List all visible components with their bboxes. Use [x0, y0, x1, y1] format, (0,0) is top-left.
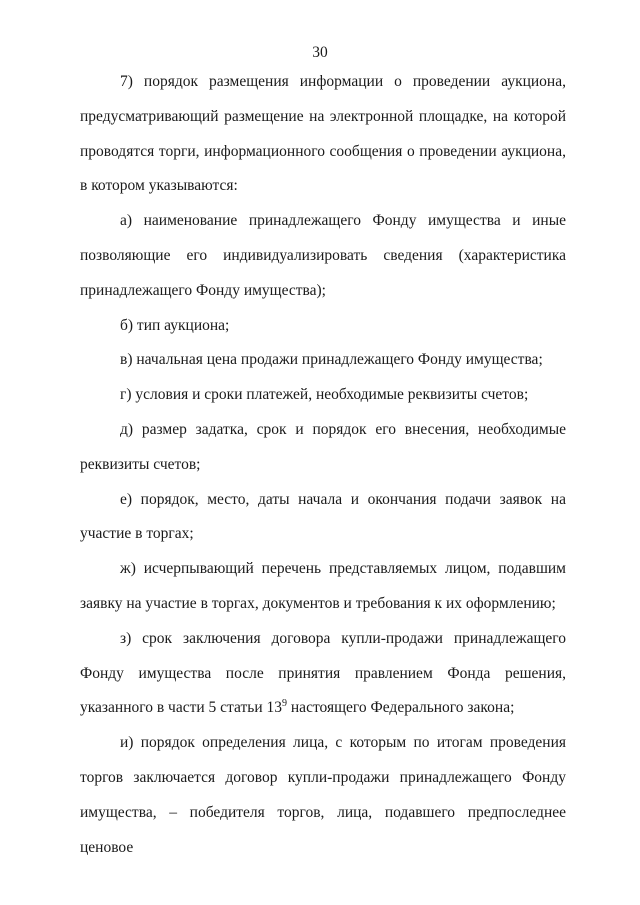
paragraph-item-z-text: з) срок заключения договора купли-продажи принадлежащего Фонду имущества после принятия правлением Фонда решения, указанного в части 5 статьи 13 [80, 629, 566, 717]
paragraph-item-z-text-end: настоящего Федерального закона; [287, 699, 515, 717]
document-body [80, 65, 566, 865]
paragraph-item-g: г) условия и сроки платежей, необходимые реквизиты счетов; [120, 386, 529, 404]
paragraph-item-b: б) тип аукциона; [120, 316, 230, 334]
paragraph-item-7: 7) порядок размещения информации о проведении аукциона, предусматривающий размещение на электронной площадке, на которой проводятся торги, информационного сообщения о проведении аукциона, в котором указываются: [80, 73, 566, 195]
paragraph-item-zh: ж) исчерпывающий перечень представляемых лицом, подавшим заявку на участие в торгах, документов и требования к их оформлению; [80, 560, 566, 612]
paragraph-item-z [80, 622, 566, 726]
paragraph-item-v: в) начальная цена продажи принадлежащего Фонду имущества; [120, 351, 543, 369]
article-superscript: 9 [282, 698, 288, 710]
paragraph-item-d: д) размер задатка, срок и порядок его внесения, необходимые реквизиты счетов; [80, 420, 566, 473]
paragraph-item-a: а) наименование принадлежащего Фонду имущества и иные позволяющие его индивидуализировать сведения (характеристика принадлежащего Фонду имущества); [80, 212, 566, 299]
paragraph-item-e: е) порядок, место, даты начала и окончания подачи заявок на участие в торгах; [80, 490, 566, 543]
page-number: 30 [312, 44, 328, 61]
paragraph-item-i: и) порядок определения лица, с которым по итогам проведения торгов заключается договор купли-продажи принадлежащего Фонду имущества, – победителя торгов, лица, подавшего предпоследнее ценовое [80, 734, 566, 856]
